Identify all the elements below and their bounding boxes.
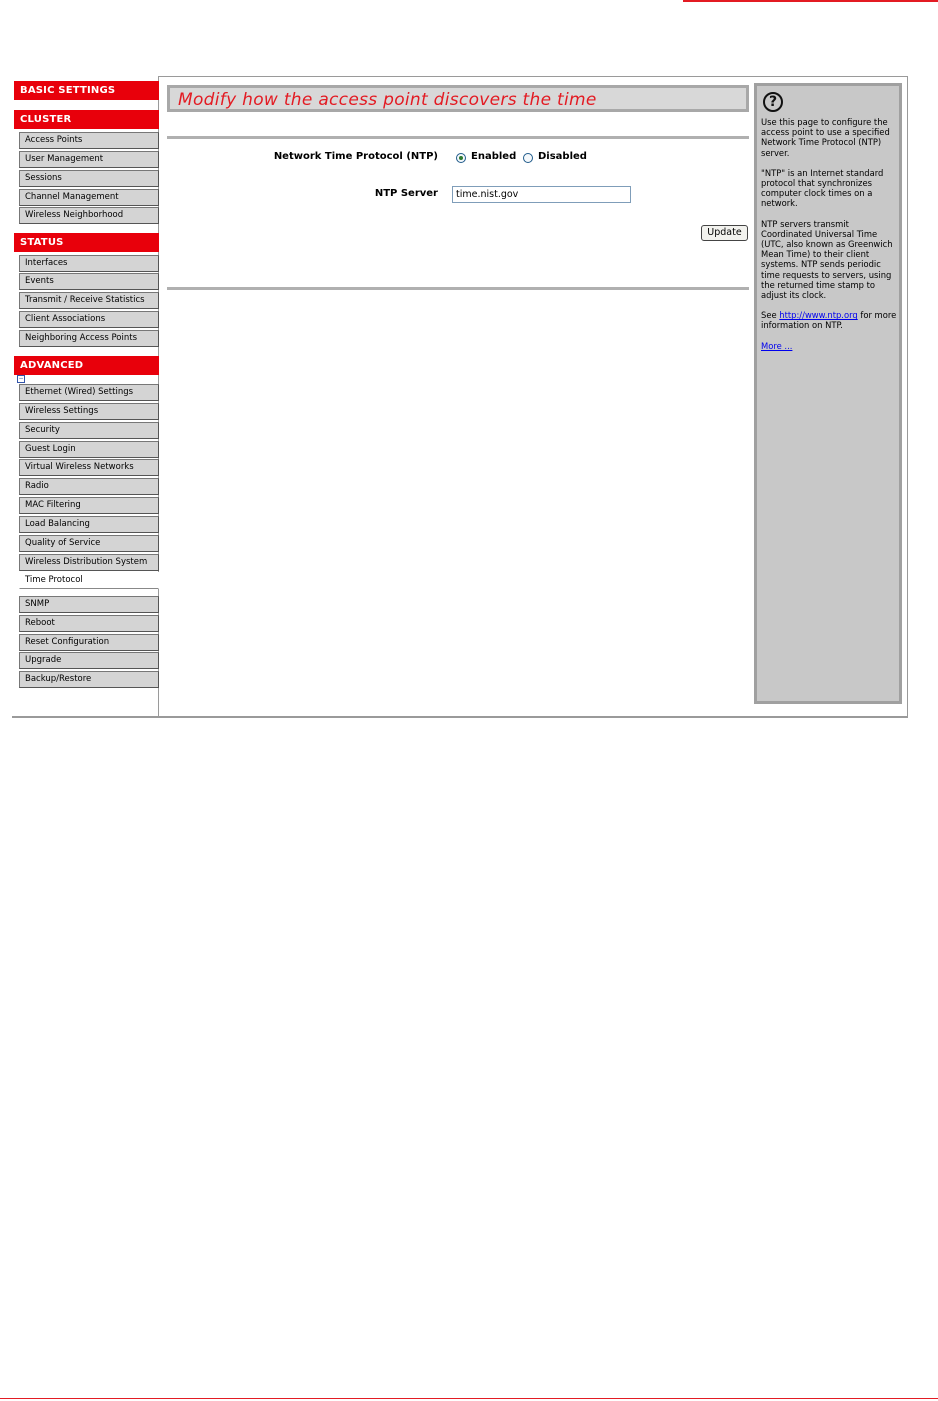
help-paragraph: "NTP" is an Internet standard protocol that synchronizes computer clock times on a network. [761,167,884,209]
nav-virtual-wireless-networks[interactable]: Virtual Wireless Networks [19,459,159,476]
ntp-org-link[interactable]: http://www.ntp.org [779,310,858,321]
help-paragraph: NTP servers transmit Coordinated Universal Time (UTC, also known as Greenwich Mean Time) to their client systems. NTP sends periodic time requests to servers, using the returned time stamp to adjust its clock. [761,218,893,301]
ntp-enabled-radio[interactable] [456,153,466,163]
nav-wireless-distribution-system[interactable]: Wireless Distribution System [19,554,159,571]
nav-events[interactable]: Events [19,273,159,290]
header-rule [683,0,938,2]
ntp-label: Network Time Protocol (NTP) [273,151,438,162]
page-title-box [167,85,749,112]
nav-backup-restore[interactable]: Backup/Restore [19,671,159,688]
nav-access-points[interactable]: Access Points [19,132,159,149]
collapse-minus-icon[interactable]: − [18,375,24,382]
nav-quality-of-service[interactable]: Quality of Service [19,535,159,552]
nav-time-protocol[interactable]: Time Protocol [19,572,159,589]
nav-sessions[interactable]: Sessions [19,170,159,187]
nav-cluster-header[interactable]: CLUSTER [14,110,159,129]
nav-wireless-neighborhood[interactable]: Wireless Neighborhood [19,207,159,224]
nav-tx-rx-statistics[interactable]: Transmit / Receive Statistics [19,292,159,309]
help-paragraph: Use this page to configure the access point to use a specified Network Time Protocol (NTP) server. [761,117,890,158]
help-paragraph [761,310,897,330]
nav-upgrade[interactable]: Upgrade [19,652,159,669]
section-divider-top [167,136,749,139]
nav-reboot[interactable]: Reboot [19,615,159,632]
ntp-disabled-label[interactable]: Disabled [538,151,587,162]
ntp-server-input[interactable]: time.nist.gov [452,186,631,203]
nav-reset-configuration[interactable]: Reset Configuration [19,634,159,651]
nav-wireless-settings[interactable]: Wireless Settings [19,403,159,420]
nav-interfaces[interactable]: Interfaces [19,255,159,272]
help-paragraph [761,341,897,351]
more-link[interactable]: More ... [761,340,793,351]
nav-channel-management[interactable]: Channel Management [19,189,159,206]
nav-guest-login[interactable]: Guest Login [19,441,159,458]
nav-advanced-header[interactable]: ADVANCED [14,356,159,375]
nav-client-associations[interactable]: Client Associations [19,311,159,328]
nav-security[interactable]: Security [19,422,159,439]
ntp-enabled-label[interactable]: Enabled [471,151,517,162]
content-frame-right [907,76,908,716]
question-mark-icon: ? [763,92,783,112]
section-divider-bottom [167,287,749,290]
help-more-info-text: for more information on NTP. [761,310,897,331]
nav-load-balancing[interactable]: Load Balancing [19,516,159,533]
help-text [761,117,897,361]
update-button[interactable]: Update [701,225,748,241]
help-see-text: See [761,310,780,321]
ntp-server-label: NTP Server [374,188,438,199]
page-title: Modify how the access point discovers the time [178,90,597,110]
nav-ethernet-settings[interactable]: Ethernet (Wired) Settings [19,384,159,401]
footer-rule [0,1398,938,1399]
nav-radio[interactable]: Radio [19,478,159,495]
nav-status-header[interactable]: STATUS [14,233,159,252]
nav-user-management[interactable]: User Management [19,151,159,168]
ntp-disabled-radio[interactable] [523,153,533,163]
nav-basic-settings[interactable]: BASIC SETTINGS [14,81,159,100]
nav-snmp[interactable]: SNMP [19,596,159,613]
help-panel [754,83,902,704]
nav-neighboring-access-points[interactable]: Neighboring Access Points [19,330,159,347]
nav-mac-filtering[interactable]: MAC Filtering [19,497,159,514]
